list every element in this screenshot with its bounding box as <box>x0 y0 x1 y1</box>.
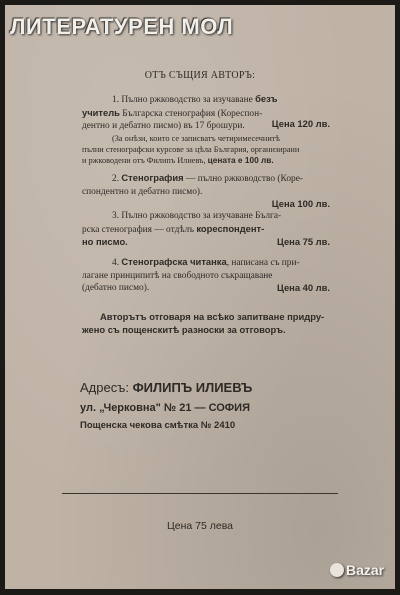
item-1-price: Цена 120 лв. <box>271 118 330 129</box>
item-2-num: 2. <box>112 174 120 184</box>
item-3-line-a: 3. Пълно ржководство за изучаване Бълга- <box>112 211 282 221</box>
bazar-label: Bazar <box>346 562 385 578</box>
item-1-line-h: ценатa е 100 лв. <box>207 154 274 165</box>
bazar-logo-icon <box>330 563 344 577</box>
list-item-1 <box>82 93 330 166</box>
item-3-bold-a: кореспондент- <box>196 222 265 234</box>
item-4-line-c: (дебатно писмо). <box>82 283 150 293</box>
shop-watermark: ЛИТЕРАТУРЕН МОЛ <box>10 14 234 39</box>
item-1-bold-a: безъ <box>255 93 278 104</box>
item-1-bold-b: учитель <box>82 106 120 118</box>
item-4-price: Цена 40 лв. <box>276 282 330 293</box>
item-3-line-b: рска стенография — отдѣлъ <box>82 224 194 235</box>
address-name: ФИЛИПЪ ИЛИЕВЪ <box>132 380 253 395</box>
item-4-line-b: лагане принципитѣ на свободното съкращаване <box>82 270 273 281</box>
list-item-3 <box>82 210 330 250</box>
address-account: Пощенска чекова смѣтка № 2410 <box>80 420 236 431</box>
item-1-line-a: 1. Пълно ржководство за изучаване <box>112 95 253 105</box>
item-2-price: Цена 100 лв. <box>271 198 330 209</box>
address-label: Адресъ: <box>80 380 129 395</box>
item-3-bold-b: но писмо. <box>82 236 128 247</box>
divider <box>62 493 338 494</box>
item-3-price: Цена 75 лв. <box>276 236 330 247</box>
item-4-num: 4. <box>112 258 120 268</box>
item-4-line-a: , написана съ при- <box>226 258 300 268</box>
footer-price: Цена 75 лева <box>166 520 234 532</box>
item-2-line-a: — пълно ржководство (Коре- <box>185 174 303 184</box>
item-1-line-b: Българска стенография (Кореспон- <box>122 108 263 119</box>
item-1-line-f: пълни стенографски курсове за цѣла България, организирани <box>82 144 300 154</box>
item-2-title: Стенография <box>121 172 184 183</box>
heading: ОТЪ СЪЩИЯ АВТОРЪ: <box>144 70 256 81</box>
item-2-line-b: спондентно и дебатно писмо). <box>82 186 203 197</box>
item-4-title: Стенографска читанка <box>121 256 227 267</box>
list-item-2 <box>82 172 330 212</box>
address-line-1 <box>80 380 340 395</box>
item-1-line-c: дентно и дебатно писмо) въ 17 брошури. <box>82 121 245 131</box>
author-note <box>82 310 330 336</box>
note-line-2: жено съ пощенскитѣ разноски за отговоръ. <box>82 324 286 335</box>
bazar-watermark <box>330 562 384 578</box>
note-line-1: Авторътъ отговаря на всѣко запитване придру- <box>100 311 325 322</box>
item-1-line-d: (За онѣзи, които се записватъ <box>112 133 216 143</box>
list-item-4 <box>82 256 330 295</box>
address-street: ул. „Черковна" № 21 — СОФИЯ <box>80 402 250 414</box>
item-1-line-g: и ржководени отъ Филипъ Илиевъ, <box>82 155 206 165</box>
item-1-line-e: четиримесечнитѣ <box>217 133 280 143</box>
